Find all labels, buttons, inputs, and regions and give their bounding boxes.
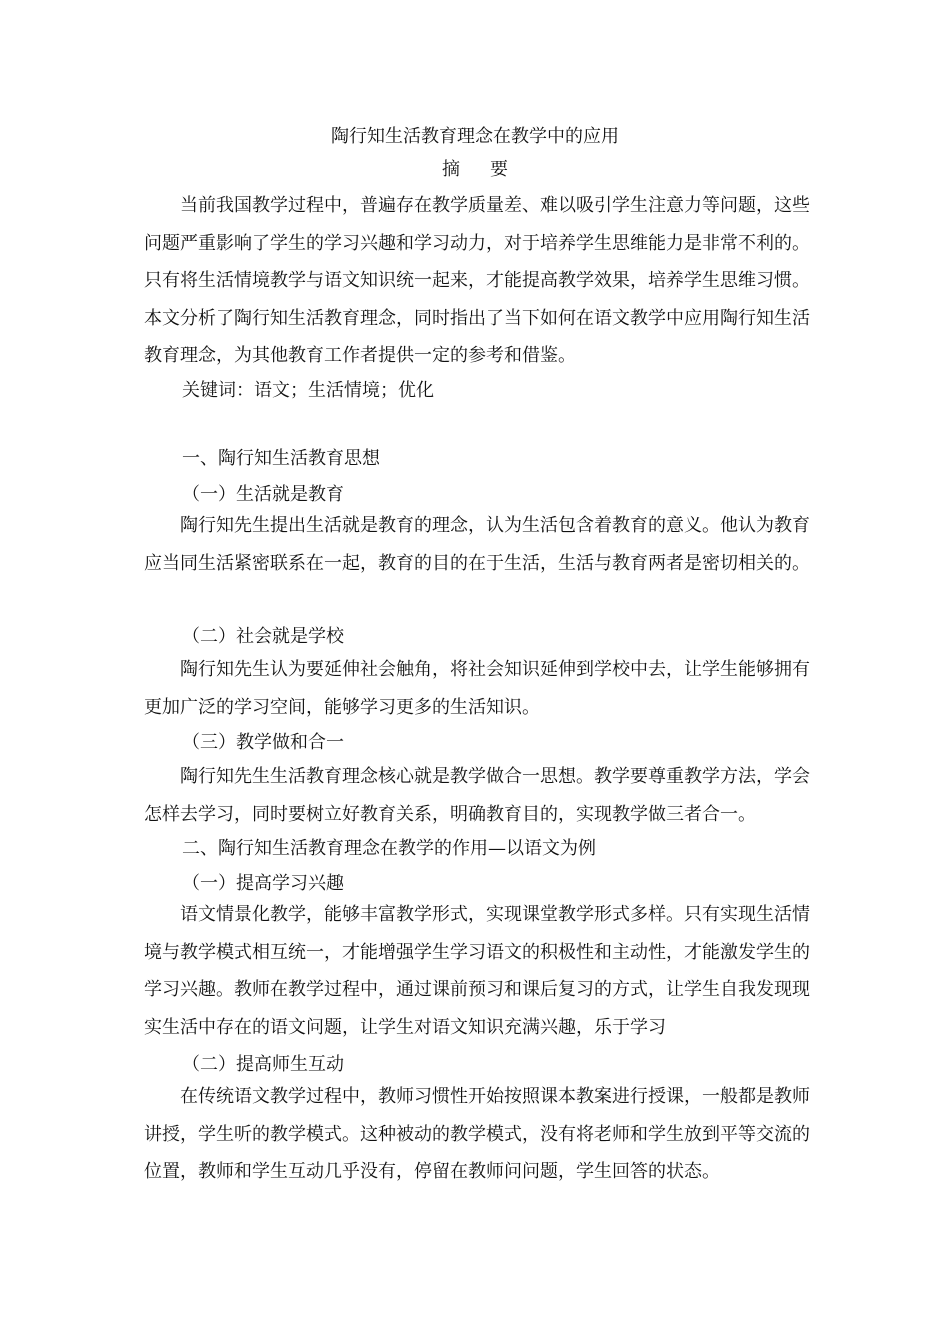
section-1-3: [144, 728, 810, 758]
section-1-2-heading: （二）社会就是学校: [182, 626, 344, 647]
section-1-2-content: [144, 651, 810, 726]
section-2-1-body: 语文情景化教学，能够丰富教学形式，实现课堂教学形式多样。只有实现生活情境与教学模式相互统一，才能增强学生学习语文的积极性和主动性，才能激发学生的学习兴趣。教师在教学过程中，通过课前预习和课后复习的方式，让学生自我发现现实生活中存在的语文问题，让学生对语文知识充满兴趣，乐于学习: [144, 904, 810, 1038]
keywords-section: [144, 376, 810, 406]
section-2-1: [144, 869, 810, 899]
section-2-2: [144, 1050, 810, 1080]
section-1: [144, 444, 810, 474]
section-2-1-heading: （一）提高学习兴趣: [182, 873, 344, 894]
abstract-heading: 摘要: [442, 159, 538, 180]
keywords-line: 关键词：语文；生活情境；优化: [182, 380, 434, 401]
abstract-body: 当前我国教学过程中，普遍存在教学质量差、难以吸引学生注意力等问题，这些问题严重影响了学生的学习兴趣和学习动力，对于培养学生思维能力是非常不利的。只有将生活情境教学与语文知识统一起来，才能提高教学效果，培养学生思维习惯。本文分析了陶行知生活教育理念，同时指出了当下如何在语文教学中应用陶行知生活教育理念，为其他教育工作者提供一定的参考和借鉴。: [144, 195, 810, 367]
section-2-2-content: [144, 1078, 810, 1191]
section-2-2-body: 在传统语文教学过程中，教师习惯性开始按照课本教案进行授课，一般都是教师讲授，学生听的教学模式。这种被动的教学模式，没有将老师和学生放到平等交流的位置，教师和学生互动几乎没有，停留在教师问问题，学生回答的状态。: [144, 1086, 810, 1183]
section-1-3-body: 陶行知先生生活教育理念核心就是教学做合一思想。教学要尊重教学方法，学会怎样去学习，同时要树立好教育关系，明确教育目的，实现教学做三者合一。: [144, 766, 810, 825]
section-2-2-heading: （二）提高师生互动: [182, 1054, 344, 1075]
document-title: 陶行知生活教育理念在教学中的应用: [331, 126, 619, 147]
abstract-section: [144, 187, 810, 375]
section-2-heading: 二、陶行知生活教育理念在教学的作用—以语文为例: [182, 838, 596, 859]
section-1-2-body: 陶行知先生认为要延伸社会触角，将社会知识延伸到学校中去，让学生能够拥有更加广泛的学习空间，能够学习更多的生活知识。: [144, 659, 810, 718]
section-1-1-heading: （一）生活就是教育: [182, 484, 344, 505]
section-1-1-body: 陶行知先生提出生活就是教育的理念，认为生活包含着教育的意义。他认为教育应当同生活紧密联系在一起，教育的目的在于生活，生活与教育两者是密切相关的。: [144, 515, 810, 574]
section-2-1-content: [144, 896, 810, 1046]
section-1-2: [144, 622, 810, 652]
section-2: [144, 834, 810, 864]
section-1-1: [144, 480, 810, 510]
section-1-1-content: [144, 507, 810, 582]
section-1-heading: 一、陶行知生活教育思想: [182, 448, 380, 469]
section-1-3-content: [144, 758, 810, 833]
section-1-3-heading: （三）教学做和合一: [182, 732, 344, 753]
